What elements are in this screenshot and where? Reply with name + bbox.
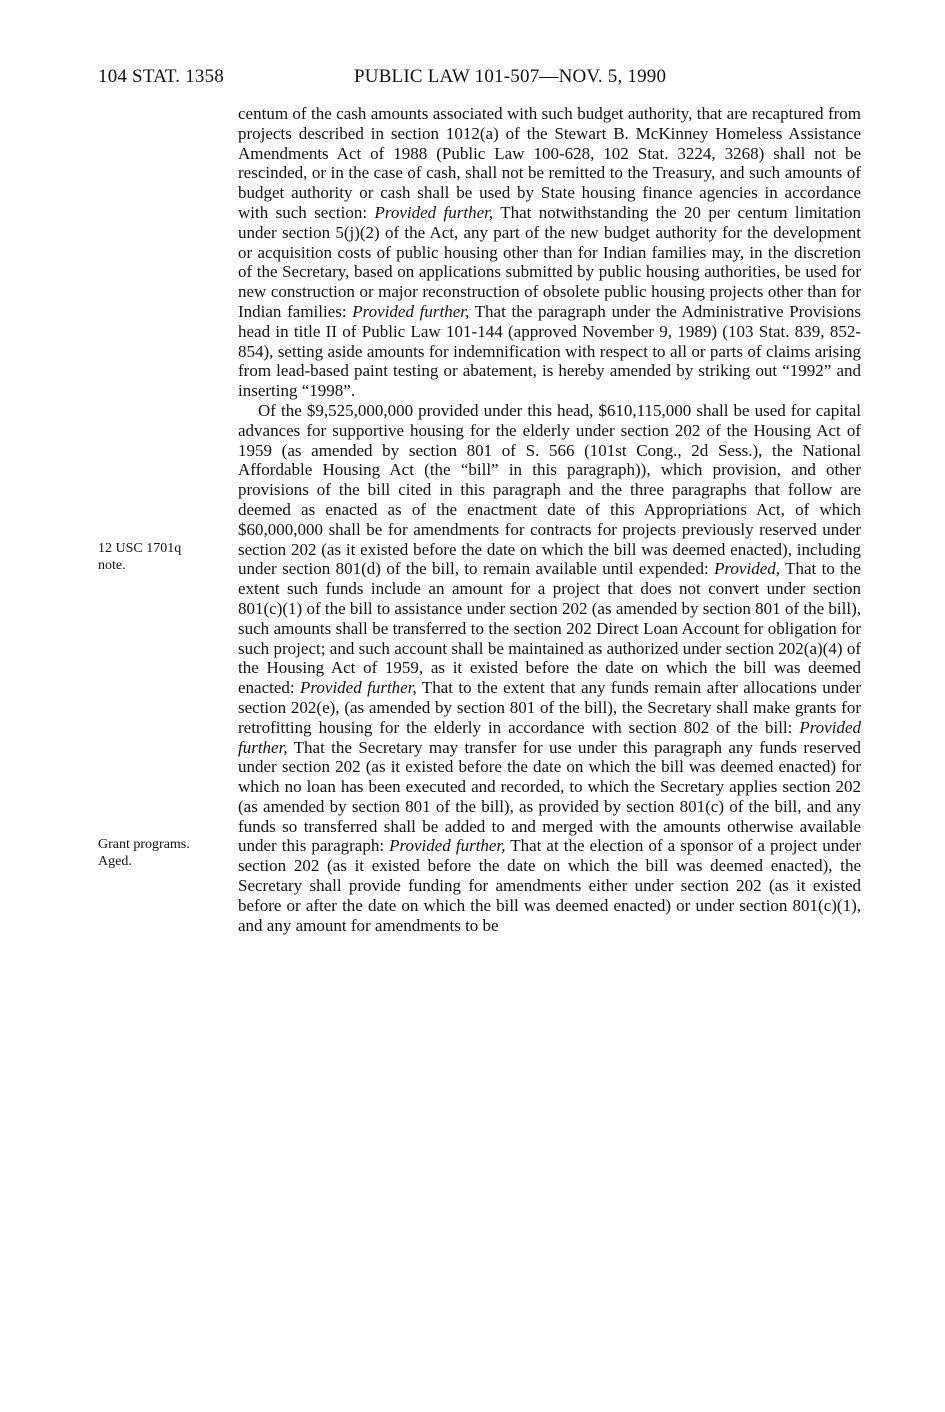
margin-note-usc [98,540,233,574]
margin-note-line: Grant programs. [98,837,190,852]
margin-note-topics [98,836,233,870]
paragraph [238,104,861,401]
public-law-citation: PUBLIC LAW 101-507—NOV. 5, 1990 [354,66,667,87]
proviso-phrase: Provided further, [300,678,417,698]
page-header [98,66,885,94]
text-run: That the Secretary may transfer for use under this paragraph any funds reserved under section 202 (as it existed before the date on which the bill was deemed enacted) for which no loan has been executed and recorded, to which the Secretary applies section 202 (as amended by section 801 of the bill), as provided by section 801(c) of the bill, and any funds so transferred shall be added to and merged with the amounts otherwise available under this paragraph: [238,737,861,856]
text-run: That notwithstanding the 20 per centum limitation under section 5(j)(2) of the Act, any part of the new budget authority for the development or acquisition costs of public housing other than for Indian families may, in the discretion of the Secretary, based on applications submitted by public housing authorities, be used for new construction or major reconstruction of obsolete public housing projects other than for Indian families: [238,202,861,321]
text-run: Of the $9,525,000,000 provided under this head, $610,115,000 shall be used for capital advances for supportive housing for the elderly under section 202 of the Housing Act of 1959 (as amended by section 801 of S. 566 (101st Cong., 2d Sess.), the National Affordable Housing Act (the “bill” in this paragraph)), which provision, and other provisions of the bill cited in this paragraph and the three paragraphs that follow are deemed as enacted as of the enactment date of this Appropriations Act, of which $60,000,000 shall be for amendments for contracts for projects previously reserved under section 202 (as it existed before the date on which the bill was deemed enacted), including under section 801(d) of the bill, to remain available until expended: [238,400,861,579]
text-run: That to the extent that any funds remain after allocations under section 202(e), (as amended by section 801 of the bill), the Secretary shall make grants for retrofitting housing for the elderly in accordance with section 802 of the bill: [238,678,861,737]
proviso-phrase: Provided further, [389,836,506,856]
proviso-phrase: Provided further, [352,301,470,321]
text-run: That the paragraph under the Administrative Provisions head in title II of Public Law 101-144 (approved November 9, 1989) (103 Stat. 839, 852-854), setting aside amounts for indemnification with respect to all or parts of claims arising from lead-based paint testing or abatement, is hereby amended by striking out “1992” and inserting “1998”. [238,301,861,401]
proviso-phrase: Provided further, [238,717,861,757]
statute-page-reference: 104 STAT. 1358 [98,66,225,87]
text-run: That to the extent such funds include an amount for a project that does not convert under section 801(c)(1) of the bill to assistance under section 202 (as amended by section 801 of the bill), such amounts shall be transferred to the section 202 Direct Loan Account for obligation for such project; and such account shall be maintained as authorized under section 202(a)(4) of the Housing Act of 1959, as it existed before the date on which the bill was deemed enacted: [238,559,861,698]
text-run: centum of the cash amounts associated with such budget authority, that are recaptured from projects described in section 1012(a) of the Stewart B. McKinney Homeless Assistance Amendments Act of 1988 (Public Law 100-628, 102 Stat. 3224, 3268) shall not be rescinded, or in the case of cash, shall not be remitted to the Treasury, and such amounts of budget authority or cash shall be used by State housing finance agencies in accordance with such section: [238,104,861,222]
margin-note-line: Aged. [98,854,132,869]
text-run: That at the election of a sponsor of a project under section 202 (as it existed before the date on which the bill was deemed enacted), the Secretary shall provide funding for amendments either under section 202 (as it existed before or after the date on which the bill was deemed enacted) or under section 801(c)(1), and any amount for amendments to be [238,836,861,935]
body-text [238,104,861,935]
paragraph [238,401,861,936]
margin-note-line: note. [98,558,126,573]
proviso-phrase: Provided, [714,559,780,579]
proviso-phrase: Provided further, [374,202,494,222]
margin-note-line: 12 USC 1701q [98,541,182,556]
